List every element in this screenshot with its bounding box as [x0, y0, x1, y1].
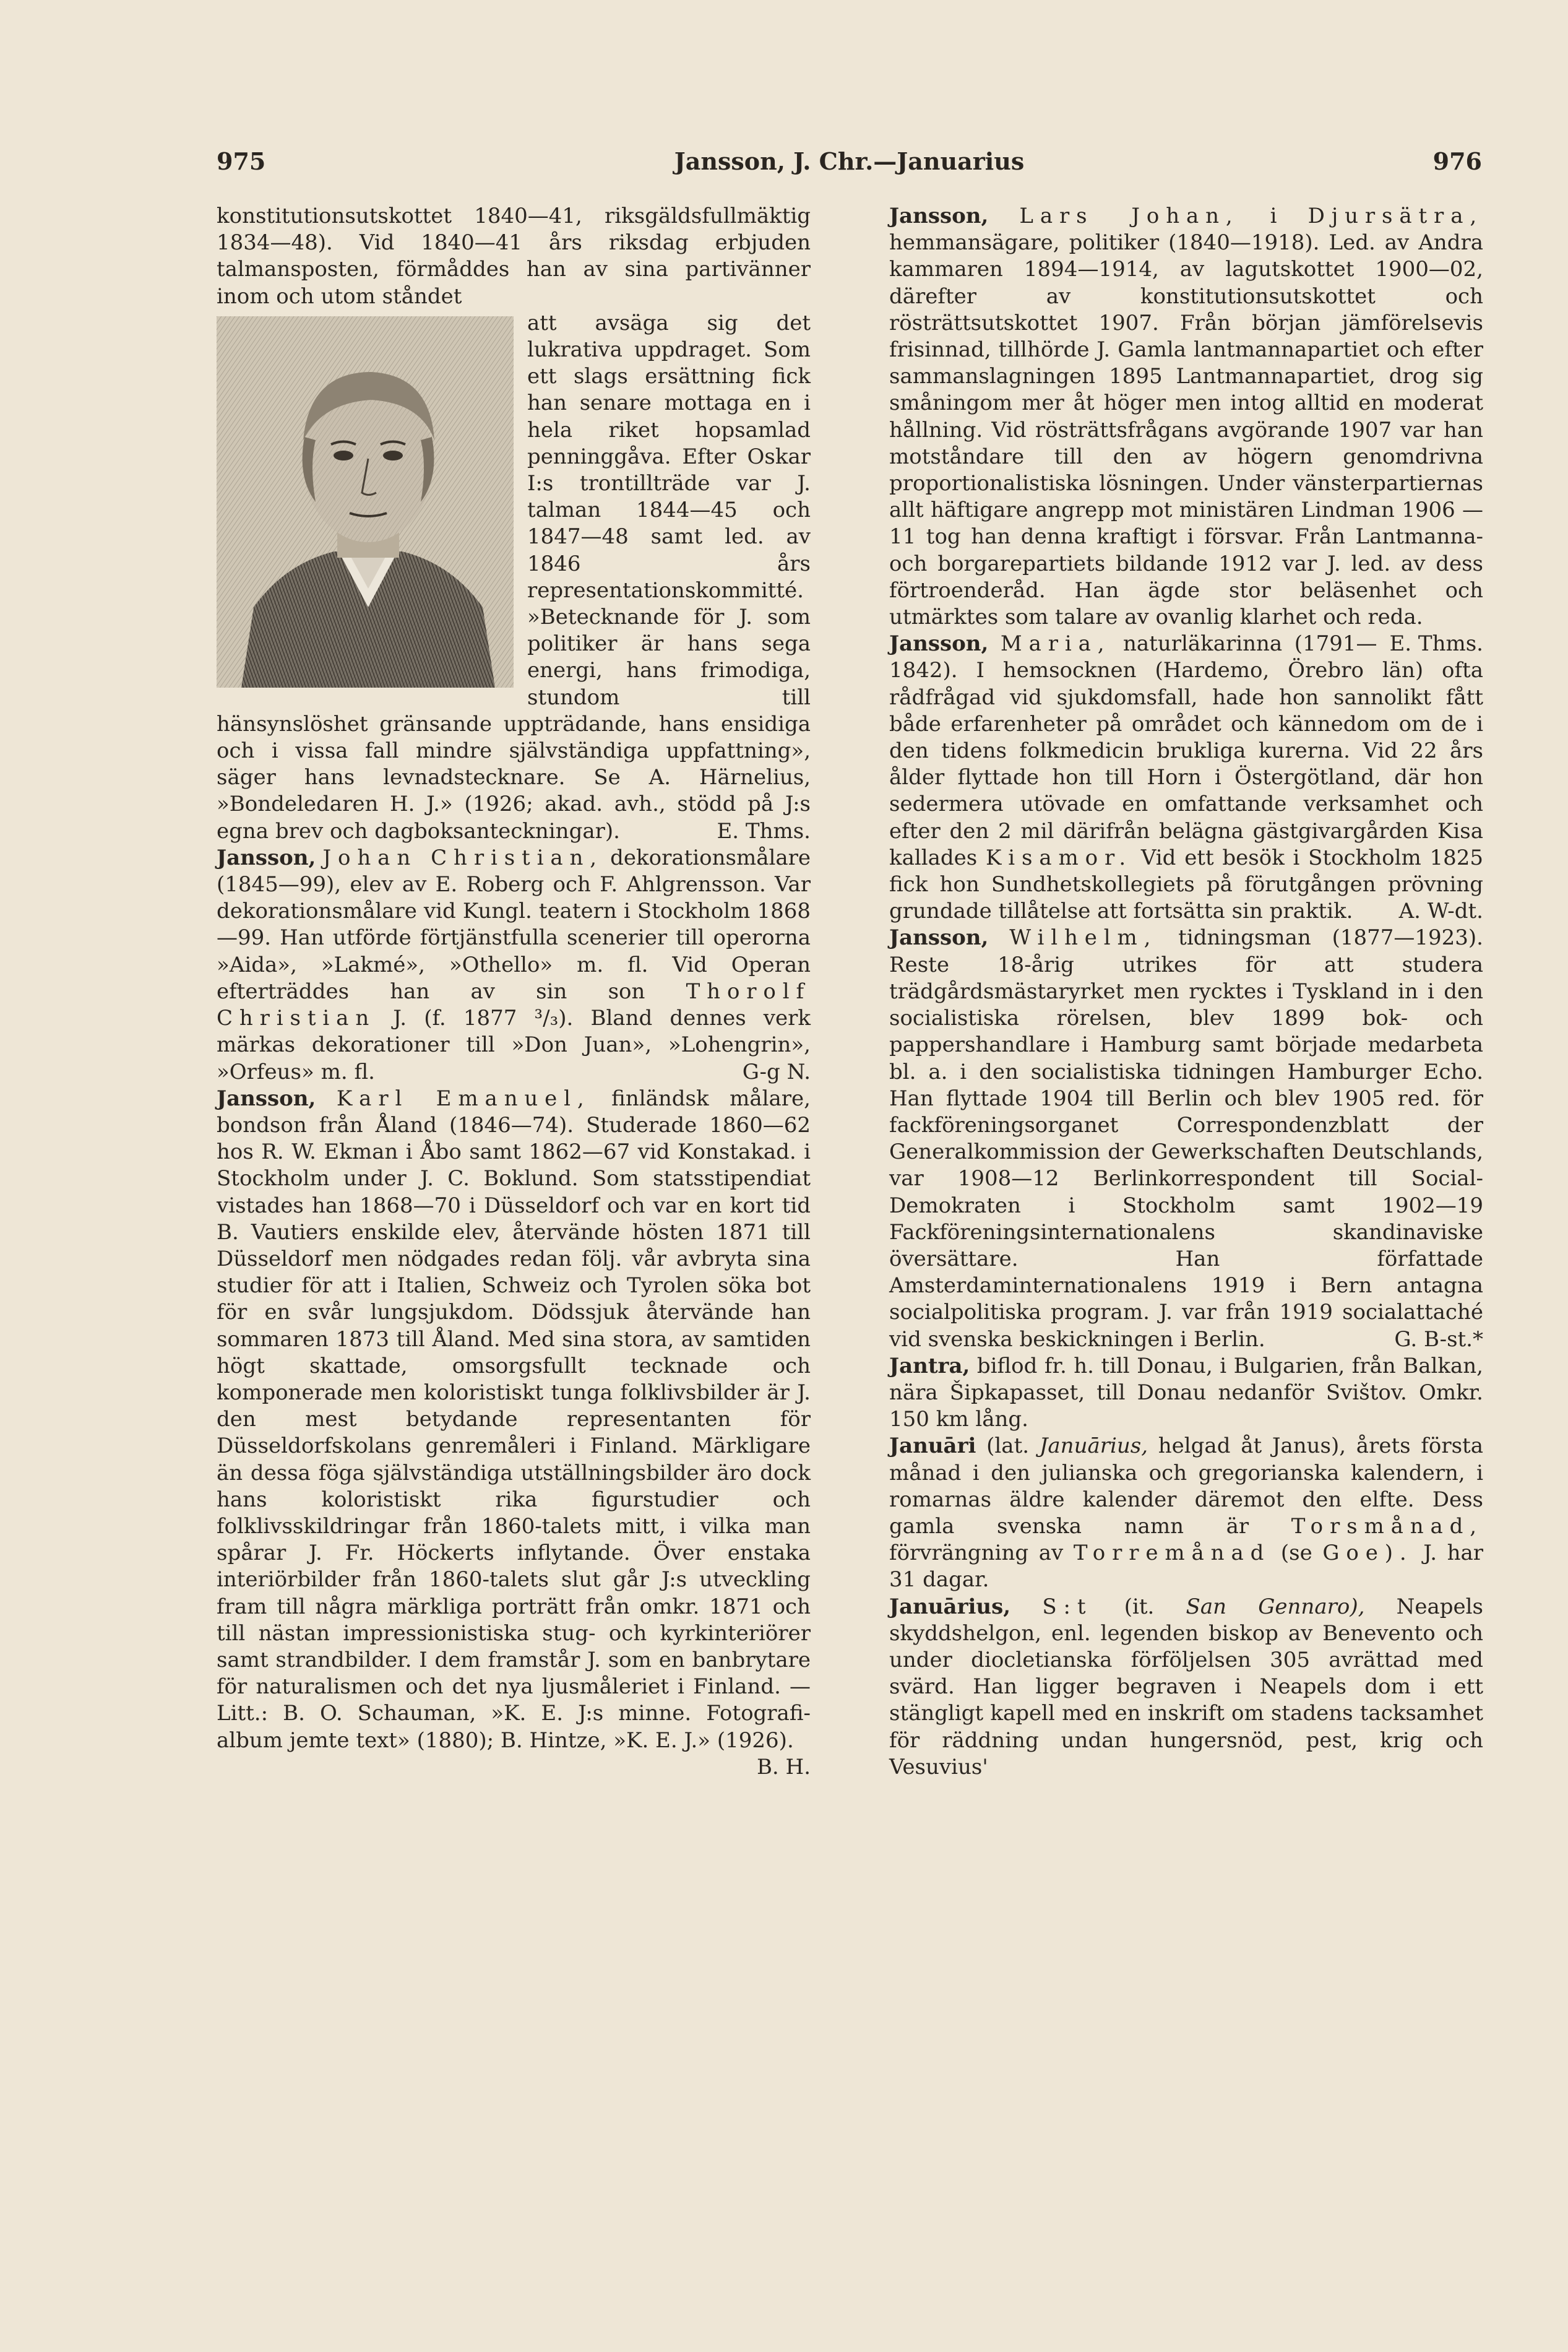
entry-johan-christian: Jansson, Johan Christian, dekorationsmålare (1845—99), elev av E. Roberg och F. Ahlgrensson. Var dekorationsmålare vid Kungl. teatern i Stockholm 1868—99. Han utförde förtjänstfulla scenerier till operorna »Aida», »Lakmé», »Othello» m. fl. Vid Operan efterträddes han av sin son Thorolf Christian J. (f. 1877 ³/₃). Bland dennes verk märkas dekorationer till »Don Juan», »Lohengrin», »Orfeus» m. fl. G-g N.: [217, 845, 811, 1086]
author-signature: G-g N.: [742, 1059, 811, 1084]
page-number-right: 976: [1432, 147, 1482, 175]
saint-prefix: S:t: [1042, 1594, 1093, 1619]
left-column: [217, 203, 811, 1781]
entry-lars-johan: Jansson, Lars Johan, i Djursätra, hemmansägare, politiker (1840—1918). Led. av Andra kammaren 1894—1914, av lagutskottet 1900—02, därefter av konstitutionsutskottet och rösträttsutskottet 1907. Från början jämförelsevis frisinnad, tillhörde J. Gamla lantmannapartiet och efter sammanslagningen 1895 Lantmannapartiet, drog sig småningom mer åt höger men intog alltid en moderat hållning. Vid rösträttsfrågans avgörande 1907 var han motståndare till den av högern genomdrivna proportionalistiska lösningen. Under vänsterpartiernas allt häftigare angrepp mot ministären Lindman 1906 —11 tog han denna kraftigt i försvar. Från Lantmanna- och borgarepartiets bildande 1912 var J. led. av dess förtroenderåd. Han ägde stor beläsenhet och utmärktes som talare av ovanlig klarhet och reda. E. Thms.: [889, 203, 1483, 631]
header-title: Jansson, J. Chr.—Januarius: [674, 147, 1025, 175]
portrait-illustration: [217, 316, 514, 688]
entry-januari: Januāri (lat. Januārius, helgad åt Janus), årets första månad i den julianska och gregorianska kalendern, i romarnas äldre kalender däremot den elfte. Dess gamla svenska namn är Torsmånad, förvrängning av Torremånad (se Goe). J. har 31 dagar.: [889, 1433, 1484, 1593]
author-signature: G. B-st.*: [1394, 1326, 1483, 1352]
entry-given-name: Johan Christian,: [322, 845, 603, 870]
entry-headword: Januāri: [889, 1433, 976, 1459]
right-column: [889, 203, 1483, 1781]
author-signature: B. H.: [756, 1754, 811, 1779]
entry-headword: Jansson,: [889, 204, 989, 228]
entry-given-name: Lars Johan,: [1019, 204, 1239, 228]
old-name: Torremånad: [1073, 1541, 1271, 1566]
entry-jantra: Jantra, biflod fr. h. till Donau, i Bulgarien, från Balkan, nära Šipkapasset, till Donau nedanför Svištov. Omkr. 150 km lång.: [889, 1353, 1483, 1432]
entry-januarius: Januārius, S:t (it. San Gennaro), Neapels skyddshelgon, enl. legenden biskop av Benevento och under diocletianska förföljelsen 305 avrättad med svärd. Han ligger begraven i Neapels dom i ett stängligt kapell med en inskrift om stadens tacksamhet för räddning undan hungersnöd, pest, krig och Vesuvius': [889, 1594, 1483, 1779]
cross-reference: Goe).: [1322, 1541, 1413, 1566]
entry-headword: Jansson,: [889, 925, 989, 951]
entry-headword: Jansson,: [217, 1086, 316, 1111]
old-name: Torsmånad,: [1291, 1513, 1483, 1539]
page-number-left: 975: [217, 147, 266, 175]
italian-term: San Gennaro),: [1186, 1594, 1365, 1619]
entry-headword: Jantra,: [889, 1353, 970, 1378]
author-signature: A. W-dt.: [1398, 899, 1483, 924]
place-name: Djursätra,: [1307, 204, 1484, 228]
entry-karl-emanuel: Jansson, Karl Emanuel, finländsk målare, bondson från Åland (1846—74). Studerade 1860—62 hos R. W. Ekman i Åbo samt 1862—67 vid Konstakad. i Stockholm under J. C. Boklund. Som statsstipendiat vistades han 1868—70 i Düsseldorf och var en kort tid B. Vautiers enskilde elev, återvände hösten 1871 till Düsseldorf men nödgades redan följ. vår avbryta sina studier för att i Italien, Schweiz och Tyrolen söka bot för en svår lungsjukdom. Dödssjuk återvände han sommaren 1873 till Åland. Med sina stora, av samtiden högt skattade, omsorgsfullt tecknade och komponerade men koloristiskt tunga folklivsbilder är J. den mest betydande representanten för Düsseldorfskolans genremåleri i Finland. Märkligare än dessa föga självständiga utställningsbilder äro dock hans koloristiskt rika figurstudier och folklivsskildringar från 1860-talets mitt, i vilka man spårar J. Fr. Höckerts inflytande. Över enstaka interiörbilder från 1860-talets slut går J:s utveckling fram till några märkliga porträtt från omkr. 1871 och till nästan impressionistiska stug- och kyrkinteriörer samt strandbilder. I dem framstår J. som en banbrytare för naturalismen och det nya ljusmåleriet i Finland. — Litt.: B. O. Schauman, »K. E. J:s minne. Fotografi-album jemte text» (1880); B. Hintze, »K. E. J.» (1926). B. H.: [217, 1086, 811, 1754]
portrait-engraving: [217, 316, 514, 688]
entry-given-name: Karl Emanuel,: [336, 1086, 591, 1111]
entry-continuation: konstitutionsutskottet 1840—41, riksgäldsfullmäktig 1834—48). Vid 1840—41 års riksdag erbjuden talmansposten, förmåddes han av sina partivänner inom och utom ståndet: [217, 204, 811, 309]
running-header: [217, 147, 1482, 184]
latin-term: Januārius,: [1039, 1433, 1148, 1459]
entry-headword: Jansson,: [889, 631, 989, 657]
entry-headword: Januārius,: [889, 1594, 1011, 1619]
entry-given-name: Wilhelm,: [1009, 925, 1158, 951]
author-signature: E. Thms.: [717, 818, 811, 844]
entry-given-name: Maria,: [1000, 631, 1111, 657]
alias-name: Kisamor.: [986, 845, 1133, 870]
entry-continuation-rest: att avsäga sig det lukrativa uppdraget. Som ett slags ersättning fick han senare mottaga en i hela riket hopsamlad penninggåva. Efter Oskar I:s trontillträde var J. talman 1844—45 och 1847—48 samt led. av 1846 års representationskommitté. »Betecknande för J. som politiker är hans sega energi, hans frimodiga, stundom till hänsynslöshet gränsande uppträdande, hans ensidiga och i vissa fall mindre självständiga uppfattning», säger hans levnadstecknare. Se A. Härnelius, »Bondeledaren H. J.» (1926; akad. avh., stödd på J:s egna brev och dagboksanteckningar). E. Thms.: [217, 310, 811, 845]
entry-maria: Jansson, Maria, naturläkarinna (1791—1842). I hemsocknen (Hardemo, Örebro län) ofta rådfrågad vid sjukdomsfall, hade hon sannolikt fått både erfarenheter på området och kännedom om de i den tidens folkmedicin brukliga kurerna. Vid 22 års ålder flyttade hon till Horn i Östergötland, där hon sedermera utövade en omfattande verksamhet och efter den 2 mil därifrån belägna gästgivargården Kisa kallades Kisamor. Vid ett besök i Stockholm 1825 fick hon Sundhetskollegiets på förutgången prövning grundade tillåtelse att fortsätta sin praktik. A. W-dt.: [889, 631, 1483, 925]
entry-wilhelm: Jansson, Wilhelm, tidningsman (1877—1923). Reste 18-årig utrikes för att studera trädgårdsmästaryrket men rycktes i Tyskland in i den socialistiska rörelsen, blev 1899 bok- och pappershandlare i Hamburg samt började medarbeta bl. a. i den socialistiska tidningen Hamburger Echo. Han flyttade 1904 till Berlin och blev 1905 red. för fackföreningsorganet Correspondenzblatt der Generalkommission der Gewerkschaften Deutschlands, var 1908—12 Berlinkorrespondent till Social-Demokraten i Stockholm samt 1902—19 Fackföreningsinternationalens skandinaviske översättare. Han författade Amsterdaminternationalens 1919 i Bern antagna socialpolitiska program. J. var från 1919 socialattaché vid svenska beskickningen i Berlin. G. B-st.*: [889, 925, 1483, 1352]
entry-headword: Jansson,: [217, 845, 316, 870]
author-signature: E. Thms.: [1389, 631, 1483, 657]
son-name: Thorolf Christian: [217, 979, 811, 1031]
